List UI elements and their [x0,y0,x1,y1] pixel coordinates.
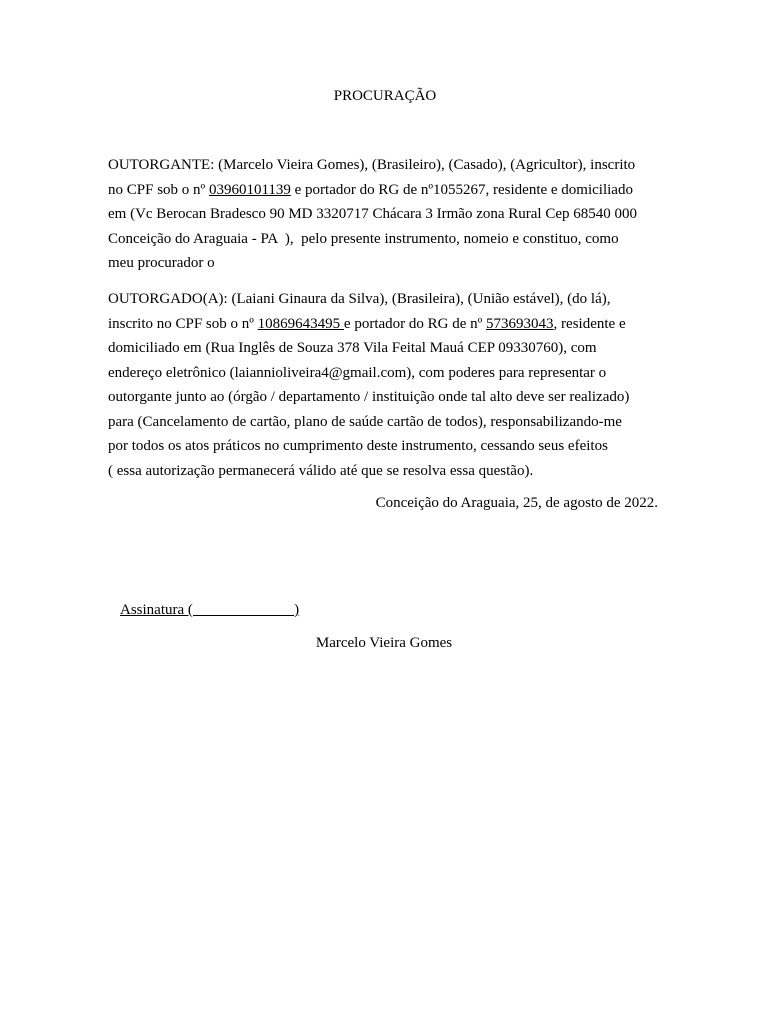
outorgante-line-2 [108,178,668,203]
outorgado-cpf-label: inscrito no CPF sob o nº [108,315,258,332]
outorgado-line-7: por todos os atos práticos no cumprimento deste instrumento, cessando seus efeitos [108,438,608,454]
cpf-label: no CPF sob o nº [108,181,209,198]
outorgante-line-5: meu procurador o [108,255,215,271]
outorgado-line-1: OUTORGADO(A): (Laiani Ginaura da Silva), (Brasileira), (União estável), (do lá), [108,291,611,307]
outorgante-paragraph [108,153,668,276]
outorgado-line-3: domiciliado em (Rua Inglês de Souza 378 Vila Feital Mauá CEP 09330760), com [108,340,597,356]
outorgado-line-6: para (Cancelamento de cartão, plano de saúde cartão de todos), responsabilizando-me [108,413,622,430]
outorgado-line-8: ( essa autorização permanecerá válido até que se resolva essa questão). [108,462,534,479]
outorgado-residence-text: , residente e [553,315,626,332]
outorgante-cpf: 03960101139 [208,181,291,198]
outorgado-rg: 573693043 [486,315,554,332]
outorgado-line-5: outorgante junto ao (órgão / departamento / instituição onde tal alto deve ser realizado) [108,389,630,405]
outorgante-line-4: Conceição do Araguaia - PA ), pelo presente instrumento, nomeio e constituo, como [108,230,619,247]
outorgante-rg-text: e portador do RG de nº1055267, residente e domiciliado [290,181,633,198]
outorgado-paragraph [108,287,668,483]
outorgado-line-2 [108,312,668,337]
outorgado-rg-label: e portador do RG de nº [343,315,487,332]
signature-line: Assinatura ( ) [120,602,300,618]
outorgado-line-4: endereço eletrônico (laiannioliveira4@gmail.com), com poderes para representar o [108,364,607,381]
outorgado-cpf: 10869643495 [257,315,344,332]
signer-name: Marcelo Vieira Gomes [315,635,453,651]
document-title: PROCURAÇÃO [333,88,437,104]
outorgante-line-1: OUTORGANTE: (Marcelo Vieira Gomes), (Brasileiro), (Casado), (Agricultor), inscrito [108,157,636,173]
outorgante-line-3: em (Vc Berocan Bradesco 90 MD 3320717 Chácara 3 Irmão zona Rural Cep 68540 000 [108,206,638,222]
document-date: Conceição do Araguaia, 25, de agosto de 2022. [375,495,658,511]
